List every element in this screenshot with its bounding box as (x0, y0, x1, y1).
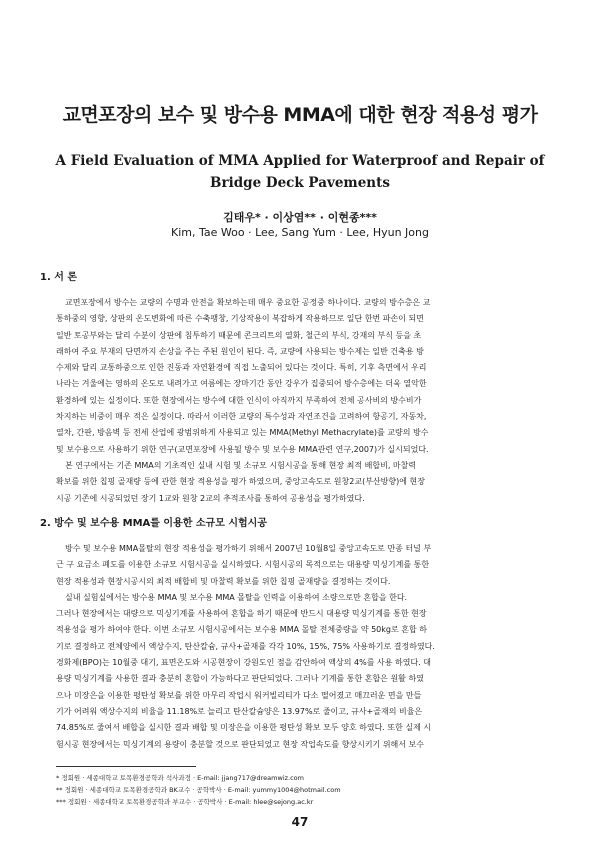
footnotes (56, 772, 561, 808)
body-line: 시공 기존에 시공되었던 장기 1교와 원창 2교의 추적조사를 통하여 공용성을 평가하였다. (56, 493, 365, 503)
section-2-body (56, 541, 561, 753)
section-2-heading: 2. 방수 및 보수용 MMA를 이용한 소규모 시험시공 (40, 518, 267, 529)
body-line: 수제와 달리 교통하중으로 인한 진동과 자연환경에 직접 노출되어 있다는 것이다. 특히, 기후 측면에서 우리 (56, 363, 427, 373)
body-line: 경화제(BPO)는 10월중 대기, 표면온도와 시공현장이 강원도인 점을 감안하여 액상의 4%를 사용 하였다. 대 (56, 658, 431, 668)
body-line: 그러나 현장에서는 대량으로 믹싱기계를 사용하여 혼합을 하기 때문에 반드시 대용량 믹싱기계를 통한 현장 (56, 609, 427, 619)
footnote-divider (56, 766, 196, 767)
english-title-line-2: Bridge Deck Pavements (210, 175, 390, 191)
body-line: 으나 미장은을 이용한 평탄성 확보를 위한 마무리 작업시 워커빌리티가 다소 떨어졌고 매끄러운 면을 만들 (56, 690, 422, 700)
footnote-3: *** 정회원 · 세종대학교 토목환경공학과 부교수 · 공학박사 · E-mail: hlee@sejong.ac.kr (56, 798, 314, 806)
authors-english: Kim, Tae Woo · Lee, Sang Yum · Lee, Hyun Jong (171, 226, 429, 239)
body-line: 확보를 위한 칩핑 골재량 등에 관한 현장 적용성을 평가 하였으며, 중앙고속도로 원창2교(부산방향)에 현장 (56, 477, 425, 487)
english-title (40, 150, 560, 194)
korean-title: 교면포장의 보수 및 방수용 MMA에 대한 현장 적용성 평가 (62, 104, 538, 126)
body-line: 기가 어려워 액상수지의 비율을 11.18%로 늘리고 탄산칼슘양은 13.97%로 줄이고, 규사+골재의 비율은 (56, 706, 423, 716)
body-line: 래하여 주요 부재의 단면까지 손상을 주는 주된 원인이 된다. 즉, 교량에 사용되는 방수제는 일반 건축용 방 (56, 346, 424, 356)
body-line: 근 구 요금소 폐도를 이용한 소규모 시험시공을 실시하였다. 시험시공의 목적으로는 대용량 믹싱기계를 통한 (56, 560, 430, 570)
body-line: 현장 적용성과 현장시공시의 최적 배합비 및 마찰력 확보를 위한 칩핑 골재량을 결정하는 것이다. (56, 576, 391, 586)
section-1-body (56, 295, 561, 507)
body-line: 차지하는 비중이 매우 적은 실정이다. 따라서 이러한 교량의 특수성과 자연조건을 고려하여 항공기, 자동차, (56, 412, 427, 422)
page-number: 47 (291, 815, 309, 829)
body-line: 일반 토공부와는 달리 수분이 상판에 침투하기 때문에 콘크리트의 열화, 철근의 부식, 강재의 부식 등을 초 (56, 330, 422, 340)
body-line: 본 연구에서는 기존 MMA의 기초적인 실내 시험 및 소규모 시험시공을 통해 현장 최적 배합비, 마찰력 (65, 460, 417, 470)
body-line: 적용성을 평가 하여야 한다. 이번 소규모 시험시공에서는 보수용 MMA 몰탈 전체중량을 약 50kg로 혼합 하 (56, 625, 427, 635)
footnote-2: ** 정회원 · 세종대학교 토목환경공학과 BK교수 · 공학박사 · E-mail: yummy1004@hotmail.com (56, 786, 341, 794)
body-line: 및 보수용으로 사용하기 위한 연구(교면포장에 사용될 방수 및 보수용 MMA관련 연구,2007)가 실시되었다. (56, 444, 429, 454)
body-line: 통하중의 영향, 상판의 온도변화에 따른 수축팽창, 기상작용이 복잡하게 작용하므로 일단 한번 파손이 되면 (56, 314, 424, 324)
footnote-1: * 정회원 · 세종대학교 토목환경공학과 석사과정 · E-mail: jjang717@dreamwiz.com (56, 774, 304, 782)
body-line: 험시공 현장에서는 믹싱기계의 용량이 충분할 것으로 판단되었고 현장 작업속도를 향상시키기 위해서 보수 (56, 739, 425, 749)
body-line: 74.85%로 줄여서 배합을 실시한 결과 배합 및 미장은을 이용한 평탄성 확보 모두 양호 하였다. 또한 실제 시 (56, 723, 432, 733)
body-line: 방수 및 보수용 MMA몰탈의 현장 적용성을 평가하기 위해서 2007년 10월8일 중앙고속도로 만종 터널 부 (65, 544, 432, 553)
body-line: 교면포장에서 방수는 교량의 수명과 안전을 확보하는데 매우 중요한 공정중 하나이다. 교량의 방수층은 교 (65, 298, 431, 307)
section-1-heading: 1. 서 론 (40, 272, 78, 283)
body-line: 용량 믹싱기계를 사용한 결과 충분히 혼합이 가능하다고 판단되었다. 그러나 기계를 통한 혼합은 원활 하였 (56, 674, 424, 684)
body-line: 나라는 겨울에는 영하의 온도로 내려가고 여름에는 장마기간 동안 강우가 집중되어 방수층에는 더욱 열악한 (56, 379, 427, 389)
english-title-line-1: A Field Evaluation of MMA Applied for Waterproof and Repair of (55, 153, 545, 169)
body-line: 기로 결정하고 전체양에서 액상수지, 탄산칼슘, 규사+골재를 각각 10%, 15%, 75% 사용하기로 결정하였다. (56, 641, 435, 651)
body-line: 실내 실험실에서는 방수용 MMA 및 보수용 MMA 몰탈을 인력을 이용하여 소량으로만 혼합을 한다. (65, 592, 408, 602)
body-line: 환경하에 있는 실정이다. 또한 현장에서는 방수에 대한 인식이 아직까지 부족하여 전체 공사비의 방수비가 (56, 395, 422, 405)
body-line: 열차, 간판, 방음벽 등 전세 산업에 광범위하게 사용되고 있는 MMA(Methyl Methacrylate)를 교량의 방수 (56, 428, 429, 438)
authors-korean: 김태우* · 이상염** · 이현종*** (223, 211, 377, 224)
